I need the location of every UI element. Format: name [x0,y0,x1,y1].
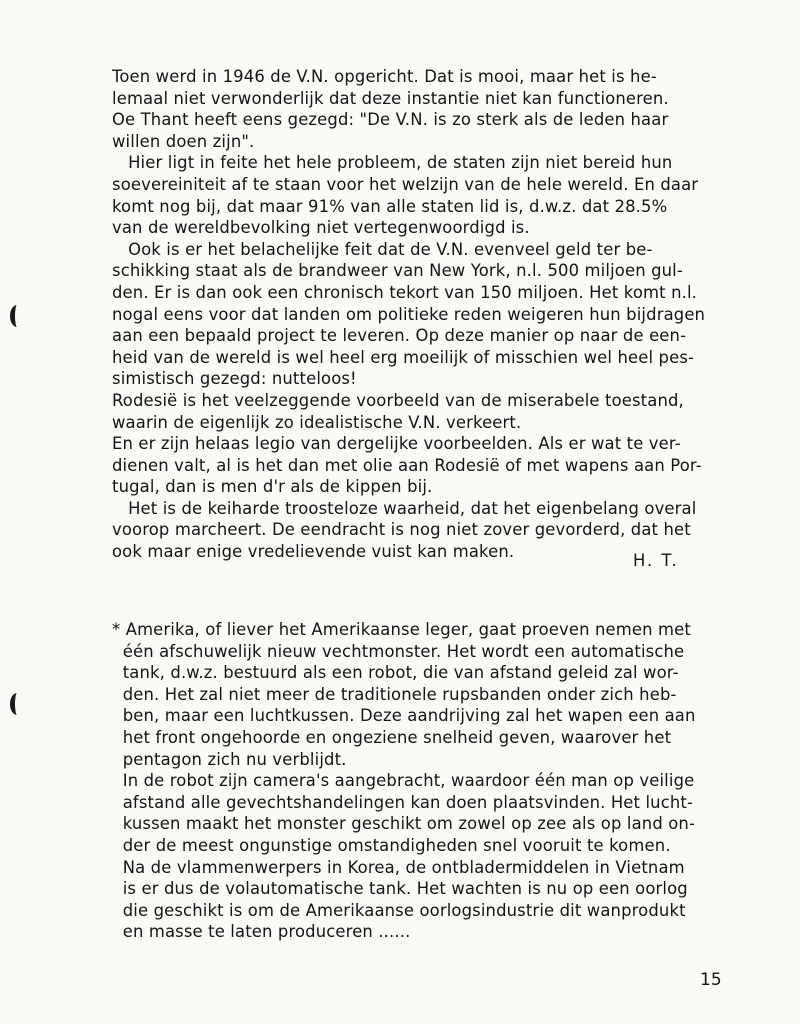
text-line: die geschikt is om de Amerikaanse oorlogsindustrie dit wanprodukt [112,900,686,920]
text-line: willen doen zijn". [112,131,255,151]
text-line: pentagon zich nu verblijdt. [112,749,347,769]
text-line: In de robot zijn camera's aangebracht, waardoor één man op veilige [112,771,695,791]
text-line: het front ongehoorde en ongeziene snelheid geven, waarover het [112,727,672,747]
text-line: en masse te laten produceren ...... [112,922,411,942]
text-line: van de wereldbevolking niet vertegenwoordigd is. [112,218,530,238]
text-line: soevereiniteit af te staan voor het welzijn van de hele wereld. En daar [112,174,699,194]
text-line: aan een bepaald project te leveren. Op deze manier op naar de een- [112,326,687,346]
text-line: den. Er is dan ook een chronisch tekort van 150 miljoen. Het komt n.l. [112,282,698,302]
author-signature: H. T. [633,551,679,570]
text-line: Oe Thant heeft eens gezegd: "De V.N. is zo sterk als de leden haar [112,110,669,130]
text-line: kussen maakt het monster geschikt om zowel op zee als op land on- [112,814,696,834]
binding-hole-mark [10,693,24,715]
text-line: één afschuwelijk nieuw vechtmonster. Het wordt een automatische [112,641,685,661]
text-line: * Amerika, of liever het Amerikaanse leger, gaat proeven nemen met [112,620,691,639]
article-robot-tank [112,619,712,943]
text-line: simistisch gezegd: nutteloos! [112,369,357,389]
text-line: schikking staat als de brandweer van New York, n.l. 500 miljoen gul- [112,261,683,281]
text-line: tugal, dan is men d'r als de kippen bij. [112,477,433,497]
binding-hole-mark [10,305,24,327]
text-line: den. Het zal niet meer de traditionele rupsbanden onder zich heb- [112,684,677,704]
text-line: voorop marcheert. De eendracht is nog niet zover gevorderd, dat het [112,520,691,540]
text-line: ook maar enige vredelievende vuist kan maken. [112,542,515,562]
text-line: En er zijn helaas legio van dergelijke voorbeelden. Als er wat te ver- [112,434,681,454]
text-line: tank, d.w.z. bestuurd als een robot, die van afstand geleid zal wor- [112,663,679,683]
article-un [112,66,712,563]
text-line: Hier ligt in feite het hele probleem, de staten zijn niet bereid hun [112,153,673,173]
text-line: afstand alle gevechtshandelingen kan doen plaatsvinden. Het lucht- [112,792,694,812]
text-line: komt nog bij, dat maar 91% van alle staten lid is, d.w.z. dat 28.5% [112,196,668,216]
page-number: 15 [700,970,722,990]
text-line: ben, maar een luchtkussen. Deze aandrijving zal het wapen een aan [112,706,696,726]
text-line: Toen werd in 1946 de V.N. opgericht. Dat is mooi, maar het is he- [112,67,657,86]
text-line: nogal eens voor dat landen om politieke reden weigeren hun bijdragen [112,304,706,324]
text-line: dienen valt, al is het dan met olie aan Rodesië of met wapens aan Por- [112,455,702,475]
text-line: Ook is er het belachelijke feit dat de V.N. evenveel geld ter be- [112,239,653,259]
text-line: der de meest ongunstige omstandigheden snel vooruit te komen. [112,835,671,855]
text-line: heid van de wereld is wel heel erg moeilijk of misschien wel heel pes- [112,347,695,367]
text-line: waarin de eigenlijk zo idealistische V.N. verkeert. [112,412,522,432]
text-line: lemaal niet verwonderlijk dat deze instantie niet kan functioneren. [112,88,669,108]
text-line: Rodesië is het veelzeggende voorbeeld van de miserabele toestand, [112,390,684,410]
text-line: Het is de keiharde troosteloze waarheid, dat het eigenbelang overal [112,498,697,518]
text-line: is er dus de volautomatische tank. Het wachten is nu op een oorlog [112,879,688,899]
text-line: Na de vlammenwerpers in Korea, de ontbladermiddelen in Vietnam [112,857,685,877]
